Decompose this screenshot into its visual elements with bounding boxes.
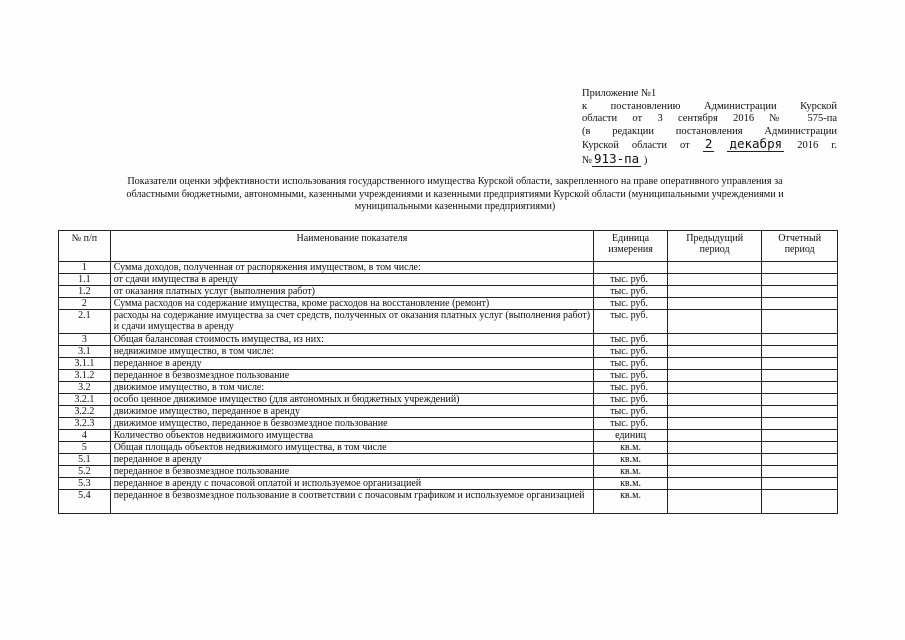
row-number: 3.1 xyxy=(59,346,111,358)
row-unit: единиц xyxy=(594,430,668,442)
document-heading xyxy=(60,176,850,214)
row-name: от сдачи имущества в аренду xyxy=(110,274,593,286)
row-prev-value xyxy=(667,262,761,274)
table-row xyxy=(59,262,838,274)
table-row xyxy=(59,370,838,382)
row-number: 3.2.3 xyxy=(59,418,111,430)
edition-year: 2016 г. xyxy=(797,140,838,151)
appendix-number-line xyxy=(582,150,837,168)
row-prev-value xyxy=(667,418,761,430)
row-number: 1.1 xyxy=(59,274,111,286)
row-name: расходы на содержание имущества за счет средств, полученных от оказания платных услуг (выполнения работ) и сдачи имущества в аренду xyxy=(110,310,593,334)
handwritten-month: декабря xyxy=(729,136,783,151)
row-name: Общая балансовая стоимость имущества, из них: xyxy=(110,334,593,346)
appendix-date-line: области от 3 сентября 2016 № 575-па xyxy=(582,113,837,124)
header-prev: Предыдущий период xyxy=(667,231,761,262)
row-curr-value xyxy=(762,466,838,478)
table-row xyxy=(59,274,838,286)
row-unit: тыс. руб. xyxy=(594,346,668,358)
row-name: недвижимое имущество, в том числе: xyxy=(110,346,593,358)
header-name: Наименование показателя xyxy=(110,231,593,262)
row-prev-value xyxy=(667,358,761,370)
row-name: движимое имущество, переданное в безвозмездное пользование xyxy=(110,418,593,430)
table-row xyxy=(59,334,838,346)
row-curr-value xyxy=(762,406,838,418)
row-curr-value xyxy=(762,346,838,358)
row-curr-value xyxy=(762,286,838,298)
row-number: 4 xyxy=(59,430,111,442)
row-prev-value xyxy=(667,478,761,490)
row-name: переданное в безвозмездное пользование xyxy=(110,466,593,478)
row-number: 5.1 xyxy=(59,454,111,466)
heading-line-2: областными бюджетными, автономными, казенными учреждениями и казенными предприятиями Курской области (муниципальными учреждениями и xyxy=(126,188,784,200)
row-unit: кв.м. xyxy=(594,478,668,490)
closing-paren: ) xyxy=(643,154,648,166)
row-number: 2.1 xyxy=(59,310,111,334)
row-curr-value xyxy=(762,334,838,346)
row-name: движимое имущество, переданное в аренду xyxy=(110,406,593,418)
row-number: 1 xyxy=(59,262,111,274)
row-unit xyxy=(594,262,668,274)
table-row xyxy=(59,358,838,370)
table-row xyxy=(59,382,838,394)
row-prev-value xyxy=(667,334,761,346)
row-prev-value xyxy=(667,286,761,298)
table-body xyxy=(59,262,838,514)
row-unit: тыс. руб. xyxy=(594,274,668,286)
heading-line-1: Показатели оценки эффективности использования государственного имущества Курской области, закрепленного на праве оперативного управления за xyxy=(127,176,783,187)
row-curr-value xyxy=(762,358,838,370)
table-row xyxy=(59,442,838,454)
row-curr-value xyxy=(762,298,838,310)
header-curr: Отчетный период xyxy=(762,231,838,262)
row-number: 5 xyxy=(59,442,111,454)
row-unit: тыс. руб. xyxy=(594,334,668,346)
table-row xyxy=(59,454,838,466)
table-row xyxy=(59,298,838,310)
row-unit: кв.м. xyxy=(594,466,668,478)
row-number: 3 xyxy=(59,334,111,346)
row-prev-value xyxy=(667,298,761,310)
heading-line-3: муниципальными казенными предприятиями) xyxy=(354,201,556,212)
row-number: 3.1.2 xyxy=(59,370,111,382)
row-number: 5.4 xyxy=(59,490,111,514)
row-prev-value xyxy=(667,346,761,358)
number-prefix: № xyxy=(582,154,593,166)
edition-date-prefix: Курской области от xyxy=(582,140,690,151)
handwritten-day: 2 xyxy=(704,136,713,151)
row-curr-value xyxy=(762,454,838,466)
row-prev-value xyxy=(667,274,761,286)
row-prev-value xyxy=(667,490,761,514)
row-unit: тыс. руб. xyxy=(594,406,668,418)
row-name: движимое имущество, в том числе: xyxy=(110,382,593,394)
row-name: переданное в безвозмездное пользование xyxy=(110,370,593,382)
table-row xyxy=(59,418,838,430)
header-unit: Единица измерения xyxy=(594,231,668,262)
row-name: Сумма расходов на содержание имущества, кроме расходов на восстановление (ремонт) xyxy=(110,298,593,310)
table-row xyxy=(59,466,838,478)
row-curr-value xyxy=(762,442,838,454)
table-row xyxy=(59,394,838,406)
row-name: Сумма доходов, полученная от распоряжения имуществом, в том числе: xyxy=(110,262,593,274)
handwritten-number: 913-па xyxy=(594,150,640,166)
row-unit: тыс. руб. xyxy=(594,298,668,310)
table-row xyxy=(59,310,838,334)
row-curr-value xyxy=(762,274,838,286)
row-number: 3.1.1 xyxy=(59,358,111,370)
row-prev-value xyxy=(667,466,761,478)
row-number: 5.2 xyxy=(59,466,111,478)
table-header-row xyxy=(59,231,838,262)
row-number: 5.3 xyxy=(59,478,111,490)
row-number: 2 xyxy=(59,298,111,310)
appendix-header xyxy=(582,88,837,167)
row-prev-value xyxy=(667,382,761,394)
table-row xyxy=(59,478,838,490)
row-name: переданное в аренду xyxy=(110,454,593,466)
row-name: переданное в аренду xyxy=(110,358,593,370)
row-curr-value xyxy=(762,262,838,274)
row-unit: тыс. руб. xyxy=(594,358,668,370)
row-prev-value xyxy=(667,406,761,418)
row-number: 3.2.1 xyxy=(59,394,111,406)
row-curr-value xyxy=(762,382,838,394)
header-num: № п/п xyxy=(59,231,111,262)
table-row xyxy=(59,406,838,418)
row-number: 3.2.2 xyxy=(59,406,111,418)
row-name: Общая площадь объектов недвижимого имущества, в том числе xyxy=(110,442,593,454)
row-unit: тыс. руб. xyxy=(594,286,668,298)
row-unit: тыс. руб. xyxy=(594,418,668,430)
row-prev-value xyxy=(667,394,761,406)
row-name: переданное в безвозмездное пользование в соответствии с почасовым графиком и используемое организацией xyxy=(110,490,593,514)
row-curr-value xyxy=(762,430,838,442)
row-name: переданное в аренду с почасовой оплатой и используемое организацией xyxy=(110,478,593,490)
row-name: Количество объектов недвижимого имущества xyxy=(110,430,593,442)
row-name: от оказания платных услуг (выполнения работ) xyxy=(110,286,593,298)
row-unit: кв.м. xyxy=(594,490,668,514)
row-unit: тыс. руб. xyxy=(594,310,668,334)
row-unit: кв.м. xyxy=(594,442,668,454)
appendix-title: Приложение №1 xyxy=(582,88,657,99)
row-unit: тыс. руб. xyxy=(594,370,668,382)
row-prev-value xyxy=(667,454,761,466)
row-curr-value xyxy=(762,370,838,382)
indicators-table xyxy=(58,230,838,514)
row-prev-value xyxy=(667,310,761,334)
appendix-edition-line: (в редакции постановления Администрации xyxy=(582,125,837,137)
table-row xyxy=(59,346,838,358)
row-name: особо ценное движимое имущество (для автономных и бюджетных учреждений) xyxy=(110,394,593,406)
table-row xyxy=(59,430,838,442)
row-number: 1.2 xyxy=(59,286,111,298)
row-curr-value xyxy=(762,418,838,430)
row-unit: тыс. руб. xyxy=(594,394,668,406)
row-prev-value xyxy=(667,370,761,382)
row-curr-value xyxy=(762,478,838,490)
appendix-resolution-line: к постановлению Администрации Курской xyxy=(582,100,837,112)
row-prev-value xyxy=(667,442,761,454)
row-unit: тыс. руб. xyxy=(594,382,668,394)
row-curr-value xyxy=(762,310,838,334)
row-curr-value xyxy=(762,490,838,514)
table-row xyxy=(59,490,838,514)
row-unit: кв.м. xyxy=(594,454,668,466)
row-curr-value xyxy=(762,394,838,406)
row-prev-value xyxy=(667,430,761,442)
row-number: 3.2 xyxy=(59,382,111,394)
table-row xyxy=(59,286,838,298)
